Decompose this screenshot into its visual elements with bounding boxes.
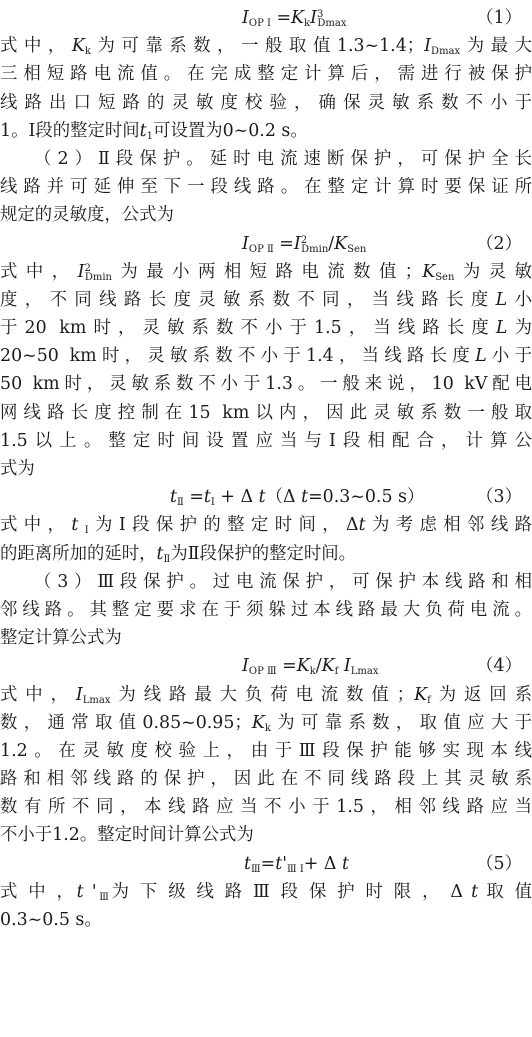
formula-1 xyxy=(0,4,532,32)
p3-line-1: 式中，$I^2_{Dmin}$为最小两相短路电流数值；$K_{Sen}$为灵敏 xyxy=(0,261,532,283)
p3-line-2: 度，不同线路长度灵敏系数不同，当线路长度L小 xyxy=(0,289,532,310)
formula-4-number: （4） xyxy=(476,656,522,677)
formula-3-number: （3） xyxy=(476,487,522,508)
p6-line-5: 数有所不同，本线路应当不小于1.5，相邻线路应当 xyxy=(0,797,532,818)
formula-1-number: （1） xyxy=(476,8,522,28)
p6-line-3: 1.2。在灵敏度校验上，由于Ⅲ段保护能够实现本线 xyxy=(0,740,532,761)
formula-2-number: （2） xyxy=(476,233,522,254)
formula-2 xyxy=(0,230,532,258)
p6-line-4: 路和相邻线路的保护，因此在不同线路段上其灵敏系 xyxy=(0,769,532,790)
p3-line-4: 20~50 km时，灵敏系数不小于1.4，当线路长度L小于 xyxy=(0,346,532,367)
p4-line-2: 的距离所加的延时，$t_Ⅱ$为Ⅱ段保护的整定时间。 xyxy=(0,543,357,565)
p6-line-1: 式中，$I_{Lmax}$为线路最大负荷电流数值；$K_f$为返回系 xyxy=(0,684,532,706)
p5-line-1: （3）Ⅲ段保护。过电流保护，可保护本线路和相 xyxy=(34,571,532,592)
formula-2-expression: $I_{OP Ⅱ} =I^2_{Dmin}/K_{Sen}$ xyxy=(242,233,367,255)
p2-line-1: （2）Ⅱ段保护。延时电流速断保护，可保护全长 xyxy=(34,148,532,169)
formula-5 xyxy=(0,850,532,878)
p2-line-3: 规定的灵敏度，公式为 xyxy=(0,205,174,226)
formula-5-expression: $t_Ⅲ=t'_{Ⅲ Ⅰ}+ \Delta$ t xyxy=(244,853,349,875)
p3-line-8: 式为 xyxy=(0,459,35,479)
p5-line-3: 整定计算公式为 xyxy=(0,628,122,649)
p3-line-5: 50 km时，灵敏系数不小于1.3。一般来说，10 kV配电 xyxy=(0,374,532,395)
formula-3 xyxy=(0,483,532,511)
formula-3-expression: $t_Ⅱ =t_Ⅰ + \Delta$ t（Δ t=0.3~0.5 s） xyxy=(170,487,425,509)
p3-line-6: 网线路长度控制在15 km以内，因此灵敏系数一般取 xyxy=(0,402,532,423)
formula-5-number: （5） xyxy=(476,853,522,874)
p7-line-1: 式 中 ，t '$_Ⅲ$为 下 级 线 路 Ⅲ 段 保 护 时 限 ， Δ t 取 值 xyxy=(0,881,532,903)
formula-4 xyxy=(0,652,532,680)
p1-line-2: 三相短路电流值。在完成整定计算后，需进行被保护 xyxy=(0,64,532,85)
p3-line-3: 于20 km时，灵敏系数不小于1.5，当线路长度L为 xyxy=(0,318,532,339)
p5-line-2: 邻线路。其整定要求在于须躲过本线路最大负荷电流。 xyxy=(0,599,532,620)
p1-line-3: 线路出口短路的灵敏度校验，确保灵敏系数不小于 xyxy=(0,92,532,113)
formula-1-expression: $I_{OP Ⅰ} =K_kI^3_{Dmax}$ xyxy=(242,8,347,29)
p4-line-1: 式中，$t_Ⅰ$为Ⅰ段保护的整定时间，Δt为考虑相邻线路 xyxy=(0,515,532,537)
p3-line-7: 1.5以上。整定时间设置应当与Ⅰ段相配合，计算公 xyxy=(0,430,532,451)
p6-line-2: 数，通常取值0.85~0.95；$K_k$为可靠系数，取值应大于 xyxy=(0,712,532,734)
p1-line-1: 式中，$K_k$为可靠系数，一般取值1.3~1.4；$I_{Dmax}$为最大 xyxy=(0,36,532,58)
p1-line-4: 1。Ⅰ段的整定时间$t_1$可设置为0~0.2 s。 xyxy=(0,120,308,142)
p7-line-2: 0.3~0.5 s。 xyxy=(0,910,102,930)
p2-line-2: 线路并可延伸至下一段线路。在整定计算时要保证所 xyxy=(0,177,532,198)
formula-4-expression: $I_{OP Ⅲ} =K_k/K_f$ $I_{Lmax}$ xyxy=(242,656,379,678)
p6-line-6: 不小于1.2。整定时间计算公式为 xyxy=(0,825,254,846)
